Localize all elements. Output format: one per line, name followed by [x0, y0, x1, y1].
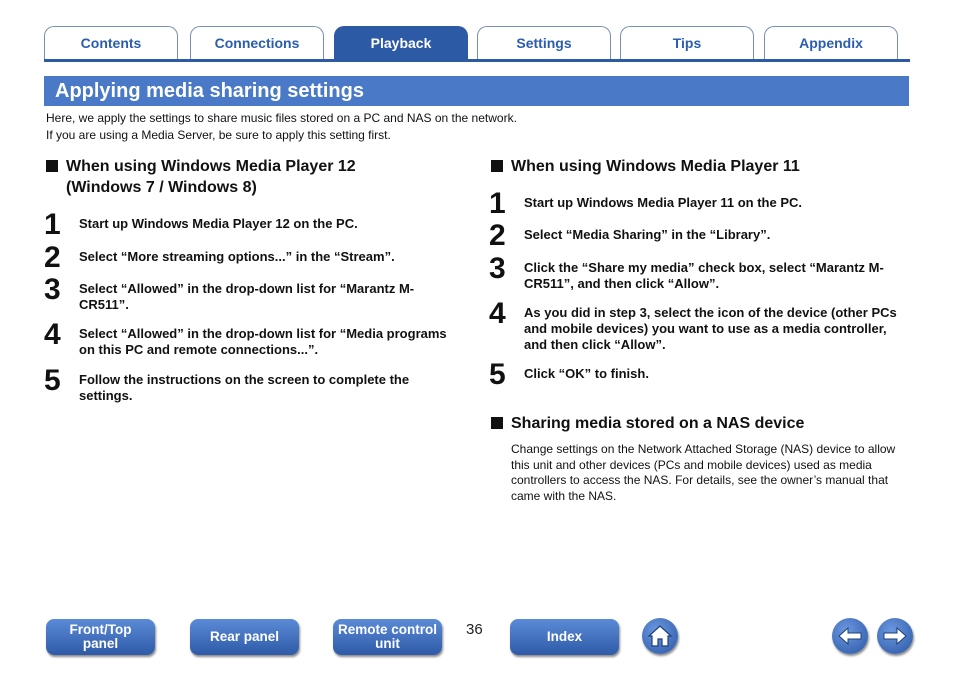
step-number: 2: [44, 241, 61, 274]
step-text: Start up Windows Media Player 11 on the PC.: [524, 195, 802, 210]
page-title: Applying media sharing settings: [44, 76, 909, 106]
step-text: As you did in step 3, select the icon of the device (other PCs and mobile devices) you want to use as a media controller, and then click “Allow”.: [524, 305, 897, 352]
step-number: 1: [489, 187, 506, 220]
intro-line-1: Here, we apply the settings to share music files stored on a PC and NAS on the network.: [46, 111, 517, 125]
step-text: Select “Allowed” in the drop-down list for “Media programs on this PC and remote connections...”.: [79, 326, 447, 357]
step-text: Select “More streaming options...” in the “Stream”.: [79, 249, 395, 264]
section-heading-nas: [489, 413, 933, 434]
step-number: 3: [44, 273, 61, 306]
tab-connections[interactable]: Connections: [190, 26, 324, 59]
intro-text: [46, 110, 906, 144]
home-button[interactable]: [642, 618, 678, 654]
page-number: 36: [466, 621, 483, 638]
bullet-square-icon: [491, 160, 503, 172]
heading-text: Sharing media stored on a NAS device: [511, 415, 805, 432]
back-button[interactable]: [832, 618, 868, 654]
section-heading-wmp12: [44, 156, 456, 198]
step-number: 4: [44, 318, 61, 351]
bullet-square-icon: [46, 160, 58, 172]
step-number: 3: [489, 252, 506, 285]
tab-divider: [44, 59, 910, 62]
front-panel-button[interactable]: [46, 619, 155, 655]
section-wmp11: [489, 156, 911, 503]
index-button[interactable]: [510, 619, 619, 655]
heading-line-2: (Windows 7 / Windows 8): [66, 179, 257, 196]
section-heading-wmp11: [489, 156, 911, 177]
step-number: 4: [489, 297, 506, 330]
arrow-left-icon: [837, 626, 863, 646]
step-text: Select “Allowed” in the drop-down list for “Marantz M-CR511”.: [79, 281, 415, 312]
step-number: 1: [44, 208, 61, 241]
arrow-right-icon: [882, 626, 908, 646]
bullet-square-icon: [491, 417, 503, 429]
tab-playback[interactable]: Playback: [334, 26, 468, 59]
step-text: Select “Media Sharing” in the “Library”.: [524, 227, 771, 242]
front-panel-label-1: Front/Top: [69, 622, 132, 637]
tab-appendix[interactable]: Appendix: [764, 26, 898, 59]
rear-panel-button[interactable]: [190, 619, 299, 655]
home-icon: [647, 624, 673, 648]
tab-settings[interactable]: Settings: [477, 26, 611, 59]
index-label: Index: [546, 629, 583, 644]
intro-line-2: If you are using a Media Server, be sure to apply this setting first.: [46, 128, 391, 142]
step-number: 5: [489, 358, 506, 391]
heading-text: When using Windows Media Player 11: [511, 158, 800, 175]
tab-tips[interactable]: Tips: [620, 26, 754, 59]
remote-control-button[interactable]: [333, 619, 442, 655]
section-wmp12: [44, 156, 456, 403]
step-text: Click “OK” to finish.: [524, 366, 649, 381]
tab-contents[interactable]: Contents: [44, 26, 178, 59]
heading-line-1: When using Windows Media Player 12: [66, 158, 356, 175]
forward-button[interactable]: [877, 618, 913, 654]
step-number: 2: [489, 219, 506, 252]
step-text: Click the “Share my media” check box, select “Marantz M-CR511”, and then click “Allow”.: [524, 260, 884, 291]
step-text: Start up Windows Media Player 12 on the PC.: [79, 216, 358, 231]
step-number: 5: [44, 364, 61, 397]
tab-bar: [44, 26, 910, 62]
remote-label-2: unit: [375, 636, 400, 651]
nas-description: Change settings on the Network Attached Storage (NAS) device to allow this unit and other devices (PCs and mobile devices) used as media controllers to access the NAS. For details, see the owner’s manual that came with the NAS.: [511, 442, 896, 503]
step-text: Follow the instructions on the screen to complete the settings.: [79, 372, 410, 403]
remote-label-1: Remote control: [337, 622, 437, 637]
front-panel-label-2: panel: [82, 636, 119, 651]
rear-panel-label: Rear panel: [209, 629, 280, 644]
